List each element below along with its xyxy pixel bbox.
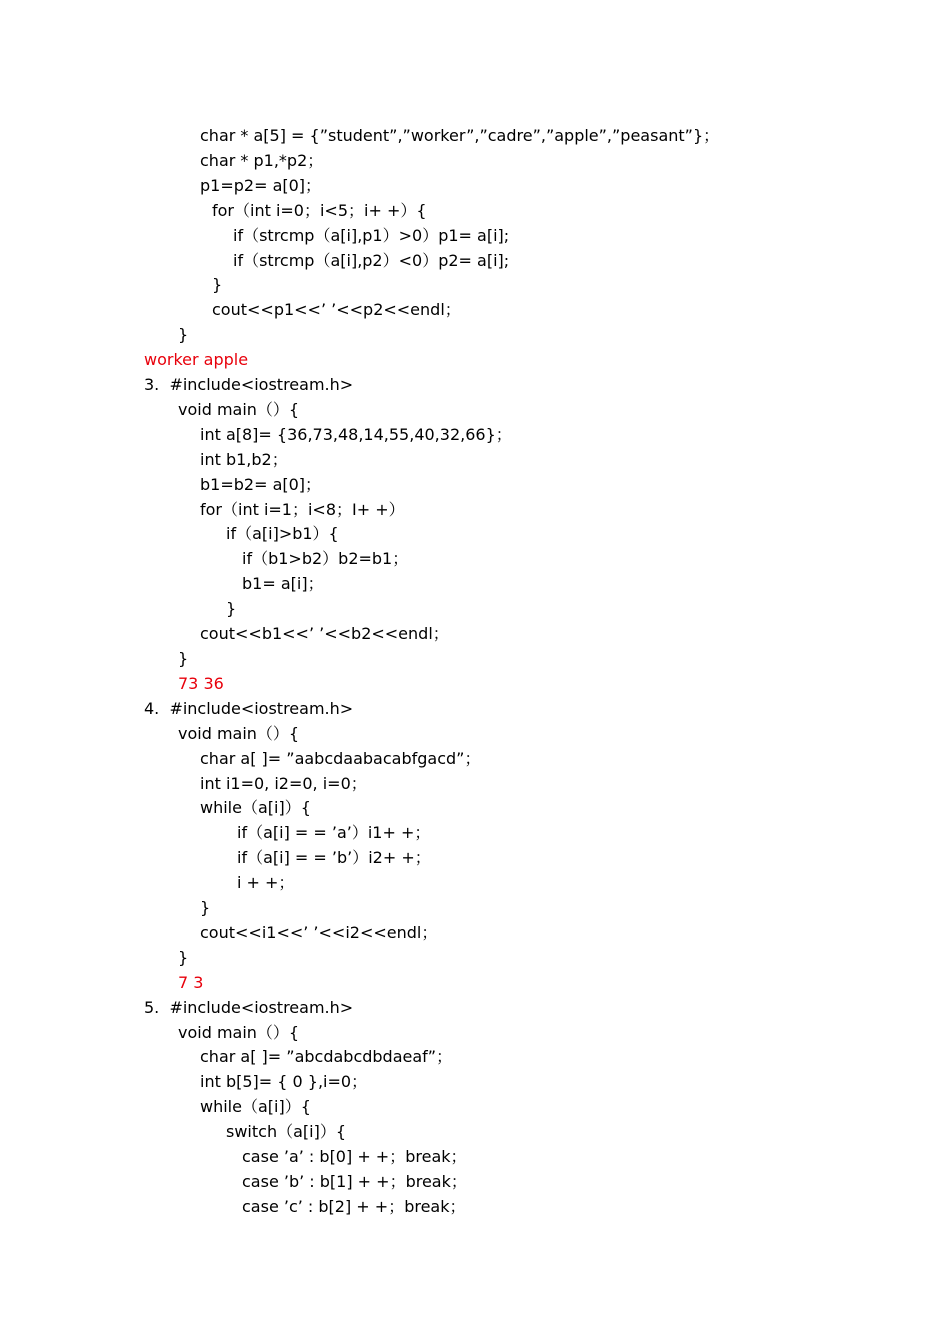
code-line: char * a[5] = {”student”,”worker”,”cadre”,”apple”,”peasant”}； xyxy=(200,126,720,145)
code-line: } xyxy=(212,275,223,294)
code-line: if（b1>b2）b2=b1； xyxy=(242,549,409,568)
answer-line: 7 3 xyxy=(178,973,204,992)
code-line: if（a[i] = = ’b’）i2+ +； xyxy=(237,848,431,867)
question-heading: 3. #include<iostream.h> xyxy=(144,375,354,394)
code-line: cout<<b1<<’ ’<<b2<<endl； xyxy=(200,624,449,643)
code-line: while（a[i]）{ xyxy=(200,1097,311,1116)
code-line: char * p1,*p2； xyxy=(200,151,324,170)
code-line: for（int i=1；i<8；I+ +） xyxy=(200,500,405,519)
code-line: if（a[i] = = ’a’）i1+ +； xyxy=(237,823,431,842)
code-line: b1= a[i]； xyxy=(242,574,324,593)
question-heading: 4. #include<iostream.h> xyxy=(144,699,354,718)
code-line: int b1,b2； xyxy=(200,450,288,469)
question-heading: 5. #include<iostream.h> xyxy=(144,998,354,1017)
code-line: case ’c’ : b[2] + +；break； xyxy=(242,1197,466,1216)
answer-line: 73 36 xyxy=(178,674,224,693)
code-line: b1=b2= a[0]； xyxy=(200,475,322,494)
code-line: } xyxy=(178,649,189,668)
code-line: int b[5]= { 0 },i=0； xyxy=(200,1072,368,1091)
code-line: while（a[i]）{ xyxy=(200,798,311,817)
code-line: if（strcmp（a[i],p2）<0）p2= a[i]; xyxy=(233,251,510,270)
answer-line: worker apple xyxy=(144,350,249,369)
code-line: } xyxy=(178,325,189,344)
code-line: } xyxy=(226,599,237,618)
code-line: int i1=0, i2=0, i=0； xyxy=(200,774,367,793)
code-line: } xyxy=(200,898,211,917)
code-line: void main（）{ xyxy=(178,1023,300,1042)
code-line: char a[ ]= ”abcdabcdbdaeaf”； xyxy=(200,1047,453,1066)
code-line: int a[8]= {36,73,48,14,55,40,32,66}； xyxy=(200,425,512,444)
code-line: switch（a[i]）{ xyxy=(226,1122,346,1141)
code-line: void main（）{ xyxy=(178,724,300,743)
code-line: cout<<i1<<’ ’<<i2<<endl； xyxy=(200,923,438,942)
code-line: if（a[i]>b1）{ xyxy=(226,524,339,543)
code-line: i + +； xyxy=(237,873,295,892)
code-line: for（int i=0；i<5；i+ +）{ xyxy=(212,201,427,220)
code-line: } xyxy=(178,948,189,967)
code-line: void main（）{ xyxy=(178,400,300,419)
code-line: cout<<p1<<’ ’<<p2<<endl； xyxy=(212,300,461,319)
code-line: p1=p2= a[0]； xyxy=(200,176,322,195)
code-line: case ’a’ : b[0] + +；break； xyxy=(242,1147,467,1166)
code-line: char a[ ]= ”aabcdaabacabfgacd”； xyxy=(200,749,481,768)
code-line: case ’b’ : b[1] + +；break； xyxy=(242,1172,467,1191)
code-line: if（strcmp（a[i],p1）>0）p1= a[i]; xyxy=(233,226,510,245)
